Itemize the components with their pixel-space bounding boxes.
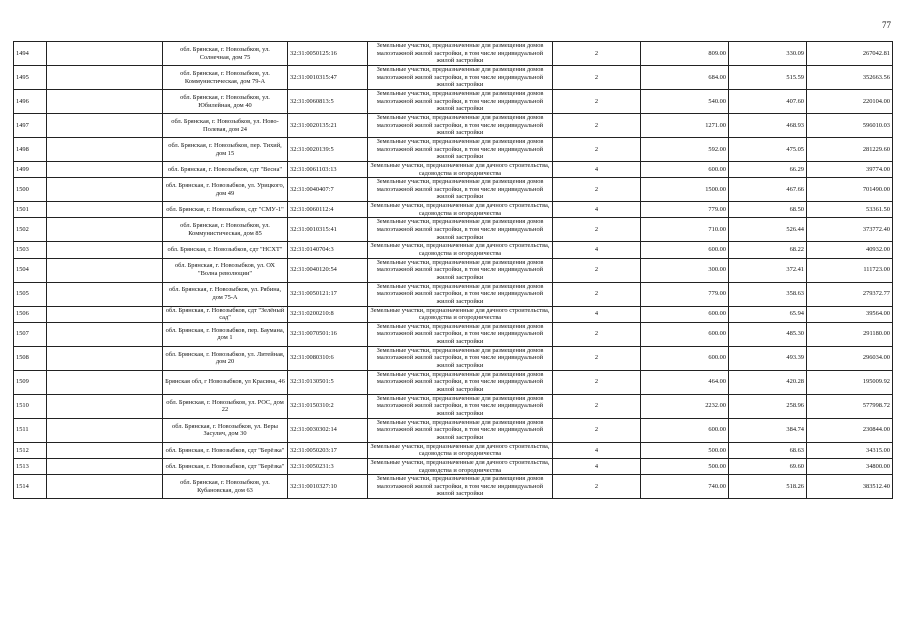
cadastral-value-cell: 40932.00 (807, 242, 893, 258)
cadastral-value-cell: 281229.60 (807, 138, 893, 162)
row-number: 1512 (14, 442, 47, 458)
group-cell: 2 (553, 418, 641, 442)
group-cell: 4 (553, 202, 641, 218)
address-cell: обл. Брянская, г. Новозыбков, ул. Ново-Полевая, дом 24 (163, 114, 288, 138)
address-cell: обл. Брянская, г. Новозыбков, ул. ОХ "Волна революции" (163, 258, 288, 282)
group-cell: 2 (553, 66, 641, 90)
address-cell: обл. Брянская, г. Новозыбков, сдт "Берёзка" (163, 458, 288, 474)
group-cell: 4 (553, 162, 641, 178)
specific-value-cell: 358.63 (729, 282, 807, 306)
area-cell: 779.00 (641, 202, 729, 218)
row-number: 1497 (14, 114, 47, 138)
area-cell: 600.00 (641, 162, 729, 178)
land-use-cell: Земельные участки, предназначенные для размещения домов малоэтажной жилой застройки, в том числе индивидуальной жилой застройки (368, 394, 553, 418)
specific-value-cell: 420.28 (729, 370, 807, 394)
spacer-cell (47, 370, 163, 394)
cadastral-value-cell: 111723.00 (807, 258, 893, 282)
specific-value-cell: 69.60 (729, 458, 807, 474)
specific-value-cell: 68.22 (729, 242, 807, 258)
cadastral-value-cell: 267042.81 (807, 42, 893, 66)
land-use-cell: Земельные участки, предназначенные для дачного строительства, садоводства и огородничества (368, 242, 553, 258)
cadastral-number-cell: 32:31:0060813:5 (288, 90, 368, 114)
row-number: 1494 (14, 42, 47, 66)
address-cell: обл. Брянская, г. Новозыбков, сдт "Зелёный сад" (163, 306, 288, 322)
cadastral-value-cell: 195009.92 (807, 370, 893, 394)
specific-value-cell: 65.94 (729, 306, 807, 322)
spacer-cell (47, 114, 163, 138)
address-cell: обл. Брянская, г. Новозыбков, сдт "СМУ-1" (163, 202, 288, 218)
spacer-cell (47, 66, 163, 90)
cadastral-number-cell: 32:31:0080310:6 (288, 346, 368, 370)
specific-value-cell: 515.59 (729, 66, 807, 90)
cadastral-value-cell: 34315.00 (807, 442, 893, 458)
row-number: 1513 (14, 458, 47, 474)
spacer-cell (47, 138, 163, 162)
address-cell: обл. Брянская, г. Новозыбков, ул. Коммунистическая, дом 79-А (163, 66, 288, 90)
group-cell: 2 (553, 475, 641, 499)
land-use-cell: Земельные участки, предназначенные для дачного строительства, садоводства и огородничества (368, 442, 553, 458)
row-number: 1509 (14, 370, 47, 394)
address-cell: обл. Брянская, г. Новозыбков, ул. Кубановская, дом 63 (163, 475, 288, 499)
spacer-cell (47, 346, 163, 370)
table-row (14, 114, 893, 138)
table-row (14, 394, 893, 418)
specific-value-cell: 518.26 (729, 475, 807, 499)
row-number: 1496 (14, 90, 47, 114)
cadastral-number-cell: 32:31:0050125:16 (288, 42, 368, 66)
specific-value-cell: 372.41 (729, 258, 807, 282)
specific-value-cell: 467.66 (729, 178, 807, 202)
row-number: 1502 (14, 218, 47, 242)
area-cell: 300.00 (641, 258, 729, 282)
table-row (14, 442, 893, 458)
table-row (14, 306, 893, 322)
table-row (14, 475, 893, 499)
area-cell: 500.00 (641, 442, 729, 458)
cadastral-value-cell: 53361.50 (807, 202, 893, 218)
area-cell: 500.00 (641, 458, 729, 474)
spacer-cell (47, 322, 163, 346)
cadastral-value-cell: 39774.00 (807, 162, 893, 178)
row-number: 1499 (14, 162, 47, 178)
land-use-cell: Земельные участки, предназначенные для размещения домов малоэтажной жилой застройки, в том числе индивидуальной жилой застройки (368, 138, 553, 162)
address-cell: обл. Брянская, г. Новозыбков, ул. РОС, дом 22 (163, 394, 288, 418)
area-cell: 600.00 (641, 306, 729, 322)
area-cell: 464.00 (641, 370, 729, 394)
spacer-cell (47, 475, 163, 499)
group-cell: 4 (553, 242, 641, 258)
spacer-cell (47, 458, 163, 474)
area-cell: 779.00 (641, 282, 729, 306)
spacer-cell (47, 202, 163, 218)
cadastral-number-cell: 32:31:0040407:7 (288, 178, 368, 202)
table-row (14, 202, 893, 218)
registry-body (14, 42, 893, 499)
row-number: 1510 (14, 394, 47, 418)
table-row (14, 458, 893, 474)
area-cell: 740.00 (641, 475, 729, 499)
spacer-cell (47, 258, 163, 282)
table-row (14, 346, 893, 370)
cadastral-number-cell: 32:31:0050121:17 (288, 282, 368, 306)
land-use-cell: Земельные участки, предназначенные для размещения домов малоэтажной жилой застройки, в том числе индивидуальной жилой застройки (368, 346, 553, 370)
page-number: 77 (882, 20, 891, 30)
specific-value-cell: 384.74 (729, 418, 807, 442)
specific-value-cell: 485.30 (729, 322, 807, 346)
address-cell: обл. Брянская, г. Новозыбков, пер. Тихий, дом 15 (163, 138, 288, 162)
specific-value-cell: 68.50 (729, 202, 807, 218)
address-cell: обл. Брянская, г. Новозыбков, сдт "НСХТ" (163, 242, 288, 258)
row-number: 1506 (14, 306, 47, 322)
cadastral-number-cell: 32:31:0010327:10 (288, 475, 368, 499)
land-use-cell: Земельные участки, предназначенные для дачного строительства, садоводства и огородничества (368, 162, 553, 178)
cadastral-value-cell: 291180.00 (807, 322, 893, 346)
land-use-cell: Земельные участки, предназначенные для размещения домов малоэтажной жилой застройки, в том числе индивидуальной жилой застройки (368, 90, 553, 114)
group-cell: 2 (553, 90, 641, 114)
spacer-cell (47, 42, 163, 66)
cadastral-number-cell: 32:31:0050231:3 (288, 458, 368, 474)
address-cell: обл. Брянская, г. Новозыбков, сдт "Весна" (163, 162, 288, 178)
spacer-cell (47, 218, 163, 242)
group-cell: 2 (553, 394, 641, 418)
group-cell: 2 (553, 370, 641, 394)
land-use-cell: Земельные участки, предназначенные для размещения домов малоэтажной жилой застройки, в том числе индивидуальной жилой застройки (368, 258, 553, 282)
cadastral-value-cell: 230844.00 (807, 418, 893, 442)
table-row (14, 282, 893, 306)
row-number: 1511 (14, 418, 47, 442)
area-cell: 1271.00 (641, 114, 729, 138)
row-number: 1501 (14, 202, 47, 218)
specific-value-cell: 258.96 (729, 394, 807, 418)
area-cell: 592.00 (641, 138, 729, 162)
area-cell: 2232.00 (641, 394, 729, 418)
cadastral-value-cell: 352663.56 (807, 66, 893, 90)
address-cell: обл. Брянская, г. Новозыбков, ул. Солнечная, дом 75 (163, 42, 288, 66)
table-row (14, 370, 893, 394)
land-use-cell: Земельные участки, предназначенные для размещения домов малоэтажной жилой застройки, в том числе индивидуальной жилой застройки (368, 282, 553, 306)
row-number: 1495 (14, 66, 47, 90)
land-use-cell: Земельные участки, предназначенные для размещения домов малоэтажной жилой застройки, в том числе индивидуальной жилой застройки (368, 42, 553, 66)
cadastral-number-cell: 32:31:0070501:16 (288, 322, 368, 346)
table-row (14, 242, 893, 258)
row-number: 1503 (14, 242, 47, 258)
row-number: 1498 (14, 138, 47, 162)
row-number: 1508 (14, 346, 47, 370)
land-use-cell: Земельные участки, предназначенные для дачного строительства, садоводства и огородничества (368, 306, 553, 322)
area-cell: 540.00 (641, 90, 729, 114)
specific-value-cell: 68.63 (729, 442, 807, 458)
cadastral-number-cell: 32:31:0030302:14 (288, 418, 368, 442)
cadastral-value-cell: 577998.72 (807, 394, 893, 418)
cadastral-number-cell: 32:31:0010315:41 (288, 218, 368, 242)
land-use-cell: Земельные участки, предназначенные для дачного строительства, садоводства и огородничества (368, 458, 553, 474)
spacer-cell (47, 178, 163, 202)
area-cell: 710.00 (641, 218, 729, 242)
table-row (14, 178, 893, 202)
group-cell: 2 (553, 346, 641, 370)
group-cell: 2 (553, 282, 641, 306)
cadastral-number-cell: 32:31:0061103:13 (288, 162, 368, 178)
area-cell: 600.00 (641, 346, 729, 370)
cadastral-number-cell: 32:31:0130501:5 (288, 370, 368, 394)
spacer-cell (47, 306, 163, 322)
row-number: 1507 (14, 322, 47, 346)
address-cell: обл. Брянская, г. Новозыбков, сдт "Берёзка" (163, 442, 288, 458)
cadastral-number-cell: 32:31:0020135:21 (288, 114, 368, 138)
table-row (14, 322, 893, 346)
specific-value-cell: 493.39 (729, 346, 807, 370)
cadastral-value-cell: 701490.00 (807, 178, 893, 202)
group-cell: 2 (553, 138, 641, 162)
specific-value-cell: 330.09 (729, 42, 807, 66)
group-cell: 2 (553, 218, 641, 242)
area-cell: 600.00 (641, 322, 729, 346)
row-number: 1504 (14, 258, 47, 282)
specific-value-cell: 468.93 (729, 114, 807, 138)
land-use-cell: Земельные участки, предназначенные для размещения домов малоэтажной жилой застройки, в том числе индивидуальной жилой застройки (368, 370, 553, 394)
spacer-cell (47, 242, 163, 258)
cadastral-value-cell: 296034.00 (807, 346, 893, 370)
cadastral-number-cell: 32:31:0200210:8 (288, 306, 368, 322)
spacer-cell (47, 442, 163, 458)
area-cell: 600.00 (641, 242, 729, 258)
row-number: 1505 (14, 282, 47, 306)
cadastral-value-cell: 383512.40 (807, 475, 893, 499)
specific-value-cell: 407.60 (729, 90, 807, 114)
specific-value-cell: 66.29 (729, 162, 807, 178)
land-use-cell: Земельные участки, предназначенные для размещения домов малоэтажной жилой застройки, в том числе индивидуальной жилой застройки (368, 475, 553, 499)
group-cell: 4 (553, 458, 641, 474)
cadastral-number-cell: 32:31:0040120:54 (288, 258, 368, 282)
address-cell: обл. Брянская, г. Новозыбков, ул. Урицкого, дом 49 (163, 178, 288, 202)
spacer-cell (47, 418, 163, 442)
table-row (14, 218, 893, 242)
address-cell: обл. Брянская, г. Новозыбков, ул. Юбилейная, дом 40 (163, 90, 288, 114)
cadastral-value-cell: 220104.00 (807, 90, 893, 114)
table-row (14, 162, 893, 178)
area-cell: 684.00 (641, 66, 729, 90)
table-row (14, 90, 893, 114)
group-cell: 4 (553, 442, 641, 458)
area-cell: 809.00 (641, 42, 729, 66)
land-use-cell: Земельные участки, предназначенные для размещения домов малоэтажной жилой застройки, в том числе индивидуальной жилой застройки (368, 66, 553, 90)
group-cell: 2 (553, 258, 641, 282)
cadastral-number-cell: 32:31:0010315:47 (288, 66, 368, 90)
spacer-cell (47, 90, 163, 114)
land-use-cell: Земельные участки, предназначенные для размещения домов малоэтажной жилой застройки, в том числе индивидуальной жилой застройки (368, 418, 553, 442)
land-use-cell: Земельные участки, предназначенные для размещения домов малоэтажной жилой застройки, в том числе индивидуальной жилой застройки (368, 114, 553, 138)
group-cell: 2 (553, 322, 641, 346)
area-cell: 600.00 (641, 418, 729, 442)
row-number: 1500 (14, 178, 47, 202)
address-cell: Брянская обл, г Новозыбков, ул Красина, 46 (163, 370, 288, 394)
address-cell: обл. Брянская, г. Новозыбков, ул. Литейная, дом 20 (163, 346, 288, 370)
land-use-cell: Земельные участки, предназначенные для дачного строительства, садоводства и огородничества (368, 202, 553, 218)
group-cell: 2 (553, 178, 641, 202)
address-cell: обл. Брянская, г. Новозыбков, ул. Веры Засулич, дом 30 (163, 418, 288, 442)
specific-value-cell: 526.44 (729, 218, 807, 242)
land-use-cell: Земельные участки, предназначенные для размещения домов малоэтажной жилой застройки, в том числе индивидуальной жилой застройки (368, 178, 553, 202)
land-registry-table (13, 41, 893, 499)
address-cell: обл. Брянская, г. Новозыбков, ул. Коммунистическая, дом 85 (163, 218, 288, 242)
cadastral-value-cell: 279372.77 (807, 282, 893, 306)
cadastral-value-cell: 596010.03 (807, 114, 893, 138)
cadastral-value-cell: 373772.40 (807, 218, 893, 242)
table-row (14, 66, 893, 90)
area-cell: 1500.00 (641, 178, 729, 202)
table-row (14, 258, 893, 282)
table-row (14, 42, 893, 66)
group-cell: 4 (553, 306, 641, 322)
cadastral-number-cell: 32:31:0050203:17 (288, 442, 368, 458)
cadastral-number-cell: 32:31:0140704:3 (288, 242, 368, 258)
table-row (14, 418, 893, 442)
spacer-cell (47, 162, 163, 178)
spacer-cell (47, 394, 163, 418)
address-cell: обл. Брянская, г. Новозыбков, ул. Рябина, дом 75-А (163, 282, 288, 306)
specific-value-cell: 475.05 (729, 138, 807, 162)
land-use-cell: Земельные участки, предназначенные для размещения домов малоэтажной жилой застройки, в том числе индивидуальной жилой застройки (368, 218, 553, 242)
cadastral-number-cell: 32:31:0020139:5 (288, 138, 368, 162)
address-cell: обл. Брянская, г. Новозыбков, пер. Баумана, дом 1 (163, 322, 288, 346)
spacer-cell (47, 282, 163, 306)
group-cell: 2 (553, 42, 641, 66)
table-row (14, 138, 893, 162)
cadastral-number-cell: 32:31:0150310:2 (288, 394, 368, 418)
cadastral-number-cell: 32:31:0060112:4 (288, 202, 368, 218)
group-cell: 2 (553, 114, 641, 138)
cadastral-value-cell: 34800.00 (807, 458, 893, 474)
row-number: 1514 (14, 475, 47, 499)
land-use-cell: Земельные участки, предназначенные для размещения домов малоэтажной жилой застройки, в том числе индивидуальной жилой застройки (368, 322, 553, 346)
cadastral-value-cell: 39564.00 (807, 306, 893, 322)
